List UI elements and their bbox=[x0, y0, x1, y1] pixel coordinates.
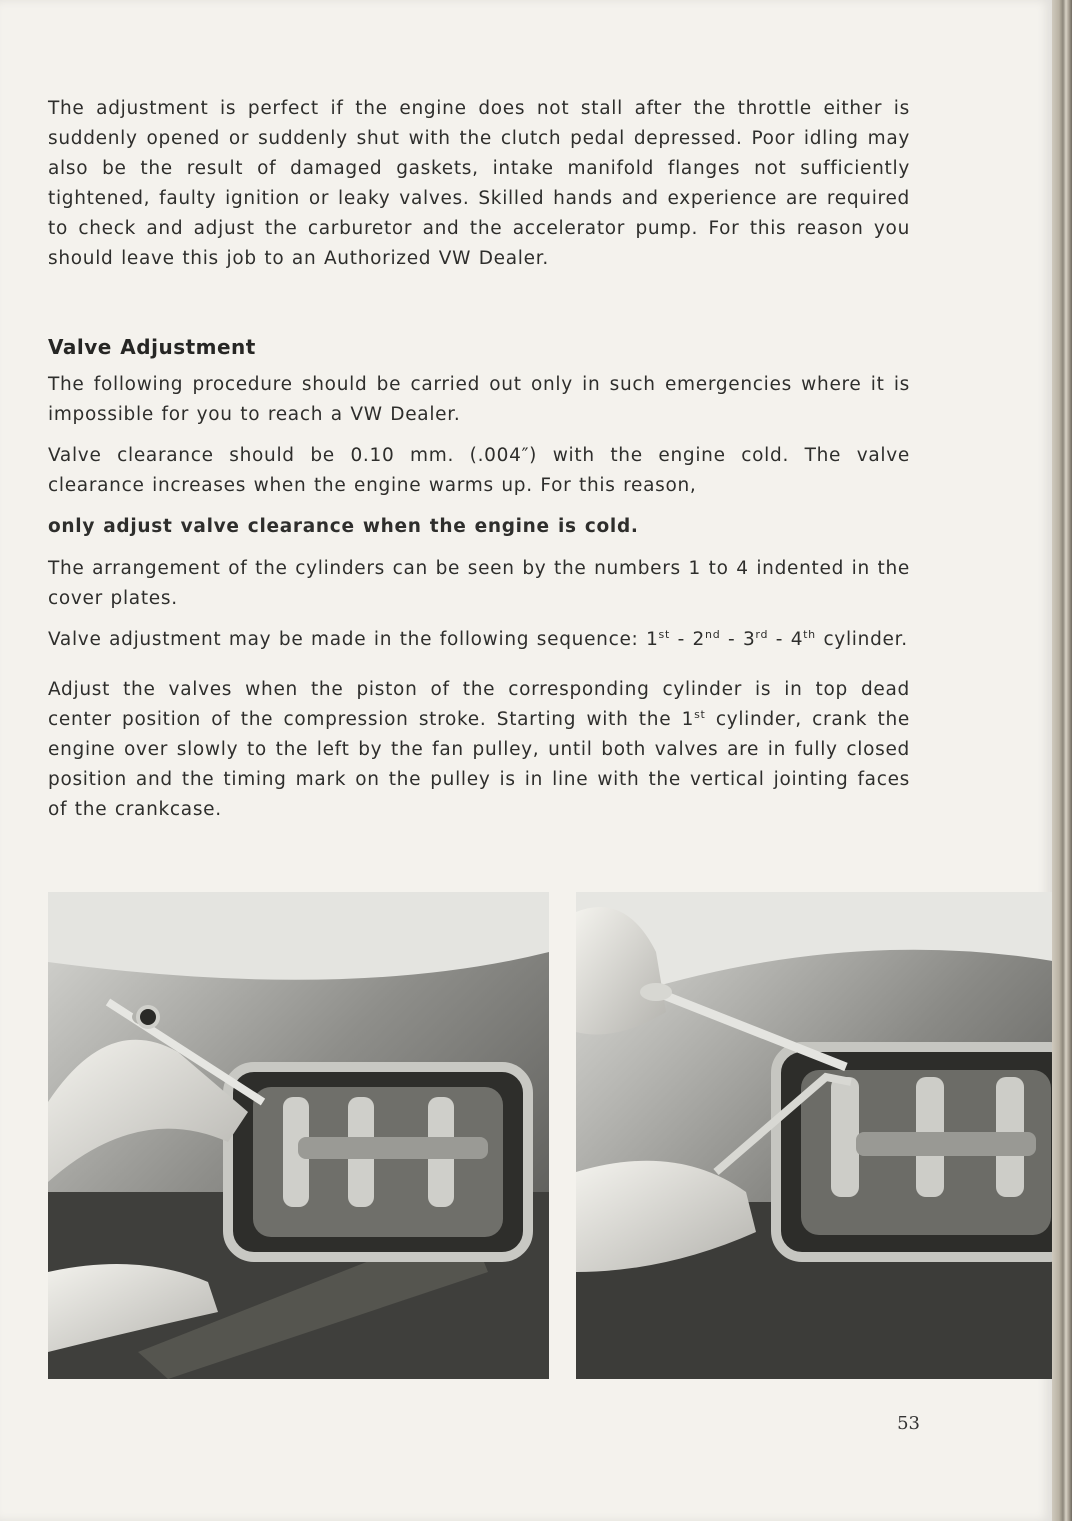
procedure-start: Adjust the valves when the piston of the corresponding cylinder is in top dead center position of the compression stroke. Starting with the bbox=[48, 679, 910, 730]
emphasis-cold-engine: only adjust valve clearance when the engine is cold. bbox=[48, 516, 639, 537]
page-number: 53 bbox=[897, 1413, 920, 1434]
sequence-1-suffix: st bbox=[658, 628, 670, 641]
sequence-2: 2 bbox=[692, 629, 706, 650]
sequence-4-suffix: th bbox=[803, 628, 816, 641]
photo-valve-adjustment-left bbox=[48, 892, 549, 1379]
sequence-separator: - bbox=[768, 629, 791, 650]
sequence-intro: Valve adjustment may be made in the following sequence: bbox=[48, 629, 647, 650]
sequence-end: cylinder. bbox=[815, 629, 908, 650]
sequence-3-suffix: rd bbox=[755, 628, 769, 641]
sequence-separator: - bbox=[670, 629, 693, 650]
paragraph-sequence bbox=[48, 625, 910, 655]
photo-valve-adjustment-right bbox=[576, 892, 1059, 1379]
sequence-2-suffix: nd bbox=[705, 628, 721, 641]
paragraph-procedure bbox=[48, 675, 910, 825]
intro-paragraph: The adjustment is perfect if the engine does not stall after the throttle either is suddenly opened or suddenly shut with the clutch pedal depressed. Poor idling may also be the result of damaged gaskets, intake manifold flanges not sufficiently tightened, faulty ignition or leaky valves. Skilled hands and experience are required to check and adjust the carburetor and the accelerator pump. For this reason you should leave this job to an Authorized VW Dealer. bbox=[48, 98, 910, 269]
procedure-end: cylinder, crank the engine over slowly to the left by the fan pulley, until both valves are in fully closed position and the timing mark on the pulley is in line with the vertical jointing faces of the crankcase. bbox=[48, 709, 910, 820]
book-page-edges bbox=[1052, 0, 1072, 1521]
section-heading: Valve Adjustment bbox=[48, 335, 256, 359]
procedure-cylinder-number: 1 bbox=[681, 709, 695, 730]
paragraph-clearance: Valve clearance should be 0.10 mm. (.004″) with the engine cold. The valve clearance increases when the engine warms up. For this reason, bbox=[48, 445, 910, 496]
sequence-separator: - bbox=[720, 629, 743, 650]
sequence-3: 3 bbox=[742, 629, 756, 650]
procedure-cylinder-suffix: st bbox=[694, 708, 706, 721]
paragraph-cylinder-arrangement: The arrangement of the cylinders can be seen by the numbers 1 to 4 indented in the cover plates. bbox=[48, 558, 910, 609]
sequence-4: 4 bbox=[790, 629, 804, 650]
body-text bbox=[48, 94, 910, 836]
sequence-1: 1 bbox=[646, 629, 659, 650]
paragraph-emergency: The following procedure should be carried out only in such emergencies where it is impossible for you to reach a VW Dealer. bbox=[48, 374, 910, 425]
